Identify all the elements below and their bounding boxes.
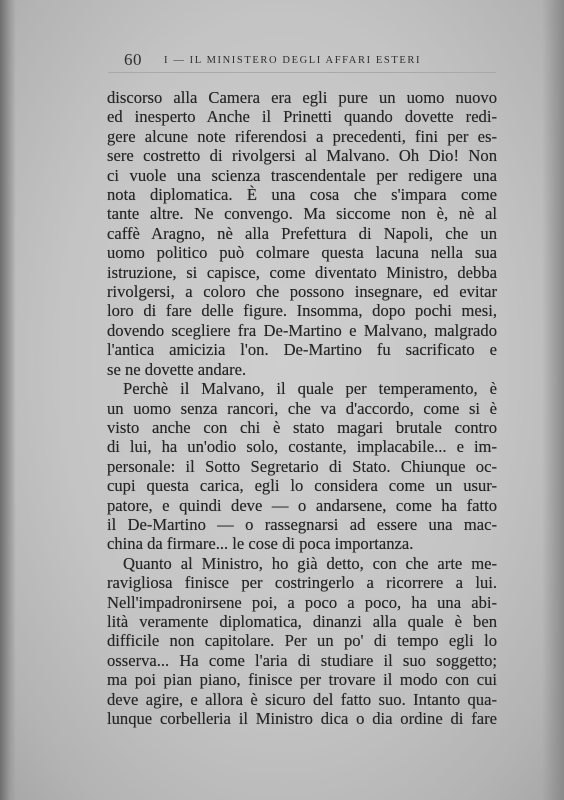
text-line: lunque corbelleria il Ministro dica o dia ordine di fare bbox=[107, 709, 497, 728]
text-line: deve agire, e allora è sicuro del fatto suo. Intanto qua- bbox=[107, 689, 497, 709]
page-header bbox=[108, 48, 496, 73]
text-line: gere alcune note riferendosi a precedenti, fini per es- bbox=[107, 126, 497, 146]
text-line: un uomo senza rancori, che va d'accordo, come si è bbox=[107, 398, 497, 418]
text-line: difficile non capitolare. Per un po' di tempo egli lo bbox=[107, 631, 497, 651]
text-line: personale: il Sotto Segretario di Stato. Chiunque oc- bbox=[107, 456, 497, 476]
text-line: di lui, ha un'odio solo, costante, implacabile... e im- bbox=[107, 437, 497, 457]
text-line: istruzione, si capisce, come diventato Ministro, debba bbox=[107, 262, 497, 282]
text-line: osserva... Ha come l'aria di studiare il suo soggetto; bbox=[107, 650, 497, 670]
text-line: cupi questa carica, egli lo considera come un usur- bbox=[107, 476, 497, 496]
text-line: visto anche con chi è stato magari brutale contro bbox=[107, 417, 497, 437]
text-line: ravigliosa finisce per costringerlo a ricorrere a lui. bbox=[107, 573, 497, 593]
running-head: I — IL MINISTERO DEGLI AFFARI ESTERI bbox=[164, 54, 422, 66]
text-line: lità veramente diplomatica, dinanzi alla quale è ben bbox=[107, 611, 497, 631]
paragraph-last-line: china da firmare... le cose di poca importanza. bbox=[107, 534, 414, 554]
text-line: sere costretto di rivolgersi al Malvano. Oh Dio! Non bbox=[107, 146, 497, 166]
text-line: l'antica amicizia l'on. De-Martino fu sacrificato e bbox=[107, 340, 497, 360]
binding-shadow bbox=[0, 0, 16, 800]
text-line: dovendo scegliere fra De-Martino e Malvano, malgrado bbox=[107, 320, 497, 340]
text-line: ci vuole una scienza trascendentale per redigere una bbox=[107, 165, 497, 185]
paragraph-last-line: se ne dovette andare. bbox=[107, 359, 247, 379]
text-line: il De-Martino — o rassegnarsi ad essere una mac- bbox=[107, 514, 497, 534]
paragraph-first-line: Perchè il Malvano, il quale per temperamento, è bbox=[123, 379, 497, 399]
page-edge-shadow bbox=[542, 0, 564, 800]
text-line: patore, e quindi deve — o andarsene, come ha fatto bbox=[107, 495, 497, 515]
text-line: ma poi pian piano, finisce per trovare il modo con cui bbox=[107, 670, 497, 690]
text-line: loro di fare delle figure. Insomma, dopo pochi mesi, bbox=[107, 301, 497, 321]
text-line: discorso alla Camera era egli pure un uomo nuovo bbox=[107, 88, 497, 107]
text-line: ed inesperto Anche il Prinetti quando dovette redi- bbox=[107, 107, 497, 127]
text-line: Nell'impadronirsene poi, a poco a poco, ha una abi- bbox=[107, 592, 497, 612]
text-line: rivolgersi, a coloro che possono insegnare, ed evitar bbox=[107, 282, 497, 302]
text-line: tante altre. Ne convengo. Ma siccome non è, nè al bbox=[107, 204, 497, 224]
body-text bbox=[107, 88, 497, 728]
text-line: uomo politico può colmare questa lacuna nella sua bbox=[107, 243, 497, 263]
page-number: 60 bbox=[124, 50, 142, 69]
text-line: caffè Aragno, nè alla Prefettura di Napoli, che un bbox=[107, 223, 497, 243]
text-line: nota diplomatica. È una cosa che s'impara come bbox=[107, 185, 497, 205]
paragraph-first-line: Quanto al Ministro, ho già detto, con che arte me- bbox=[123, 553, 497, 573]
